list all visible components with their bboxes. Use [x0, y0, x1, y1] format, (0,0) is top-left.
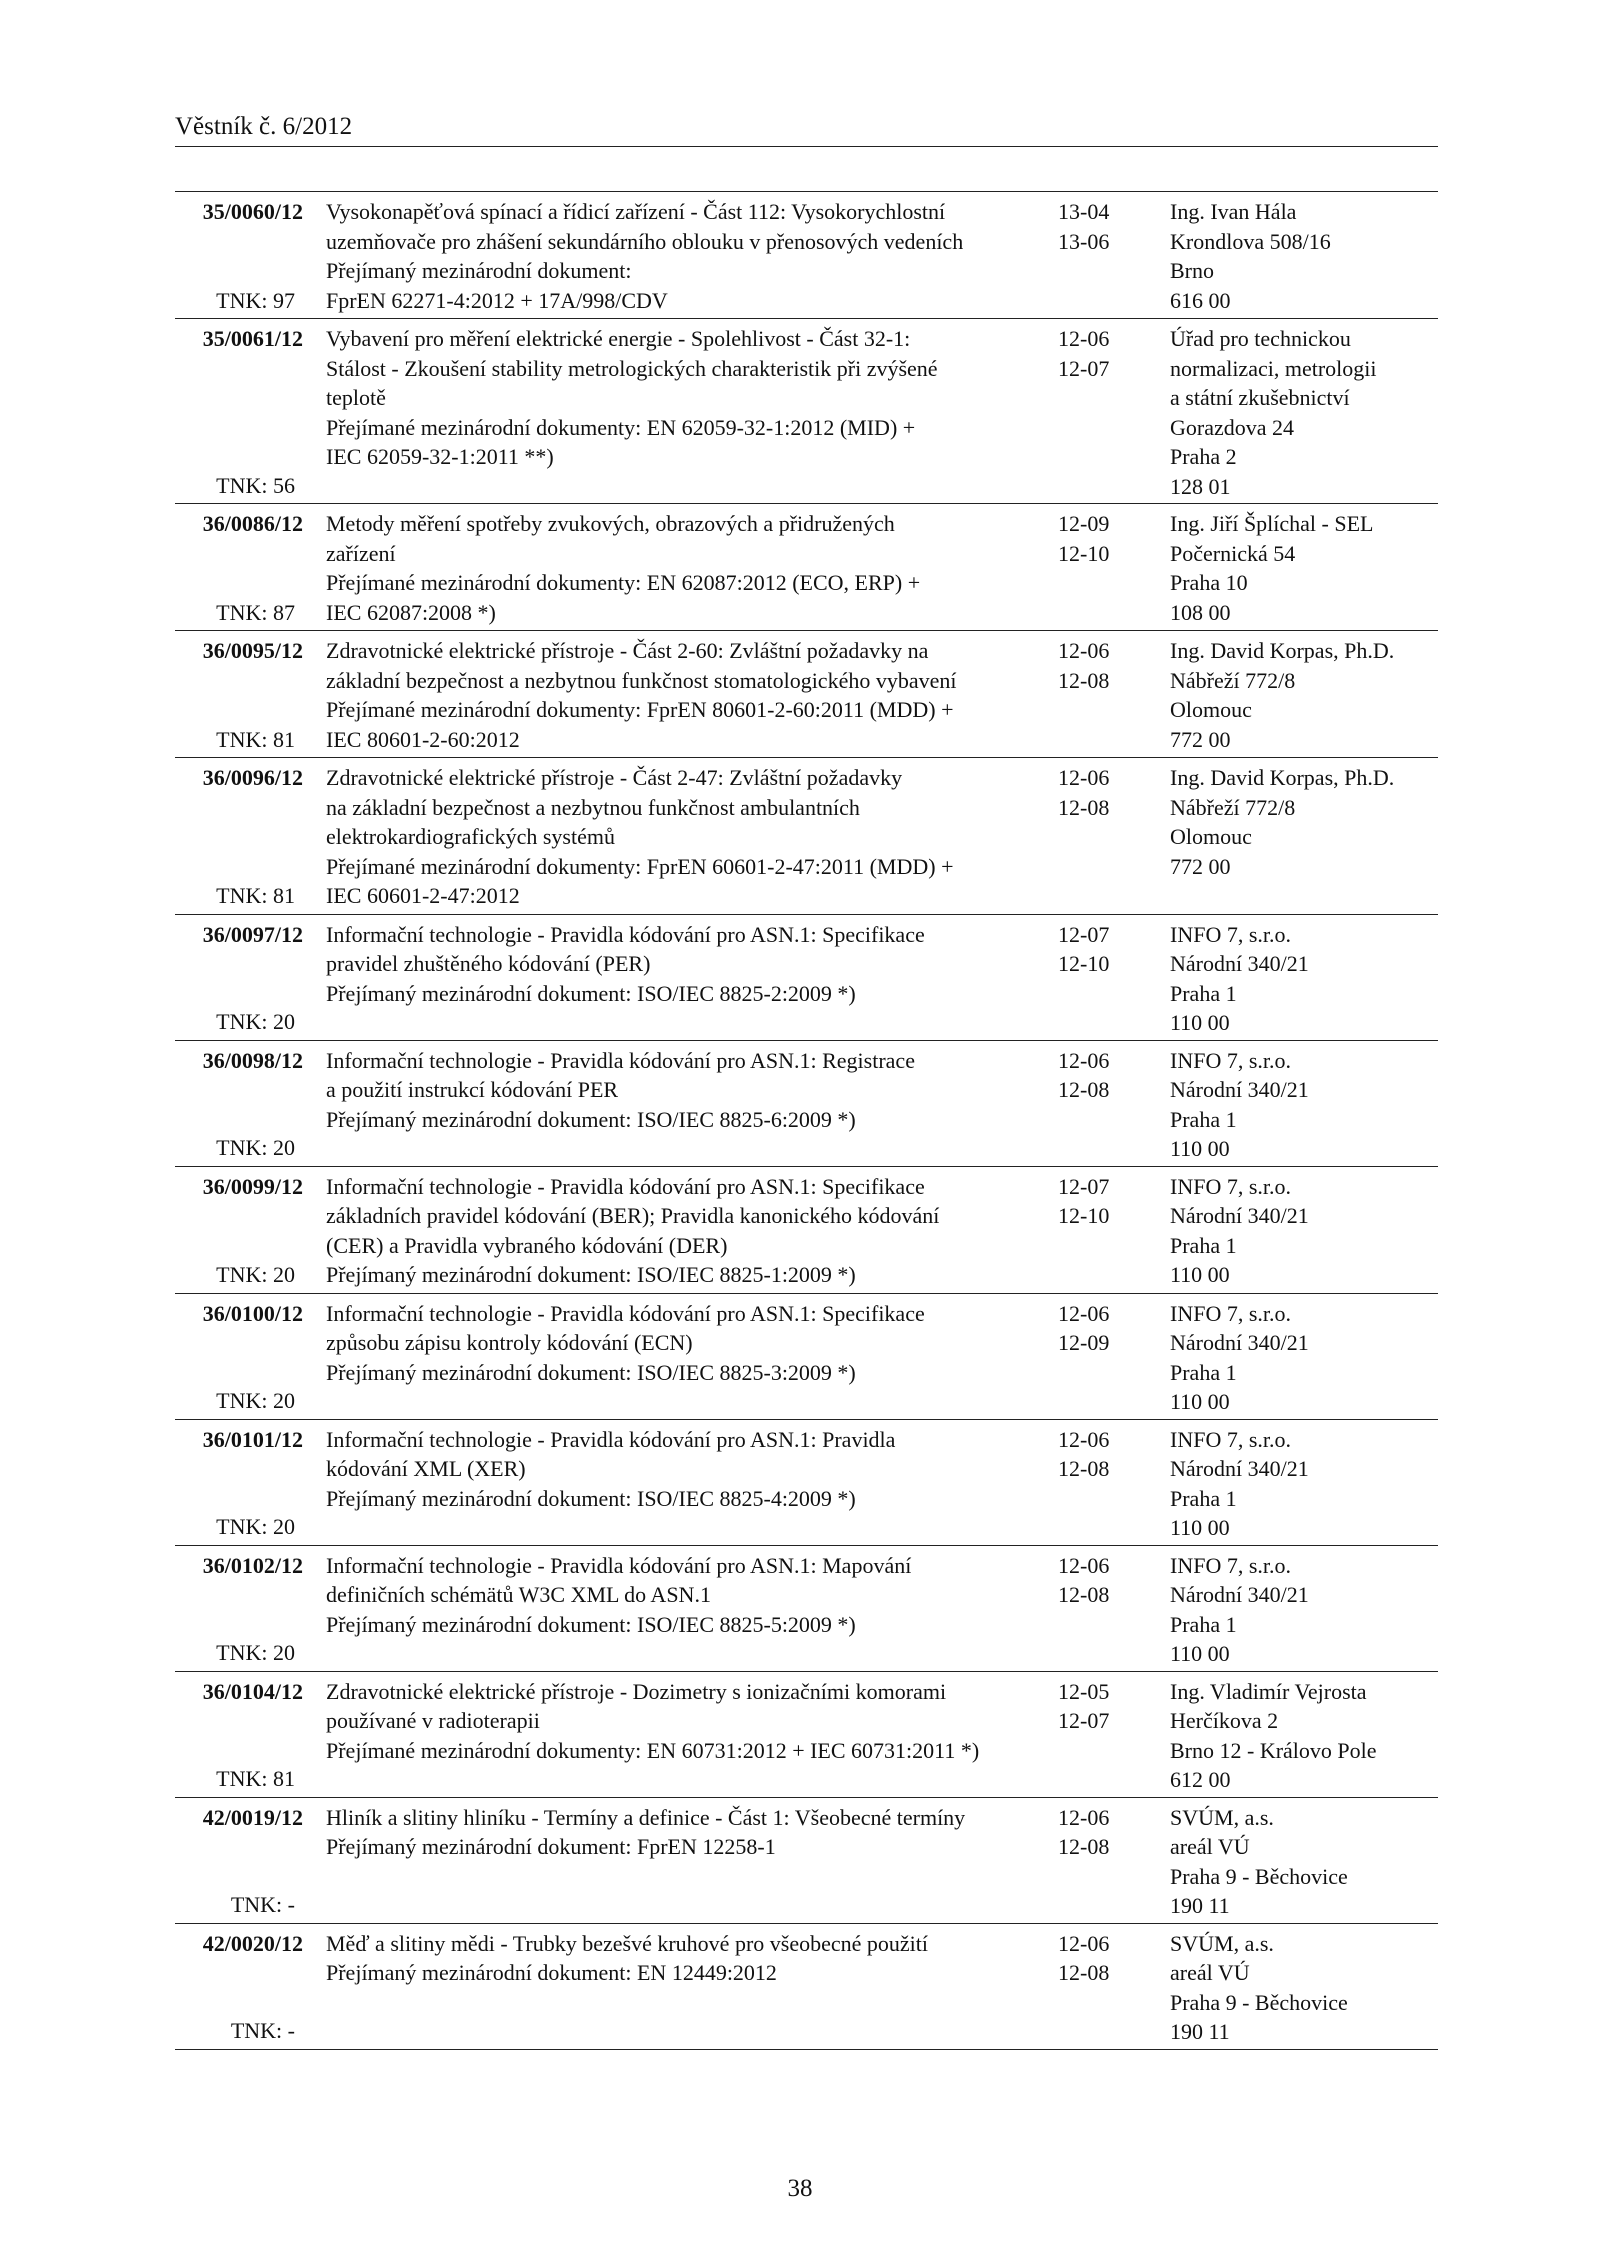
entry-row [175, 1798, 1438, 1924]
contact-line: Ing. Jiří Šplíchal - SEL [1170, 511, 1374, 536]
entry-tnk: TNK: 81 [216, 883, 295, 908]
entry-contact [1170, 1803, 1438, 1921]
contact-line: INFO 7, s.r.o. [1170, 1552, 1292, 1578]
date-value: 12-06 [1058, 1552, 1110, 1578]
entry-row [175, 504, 1438, 631]
entries-table [175, 191, 1438, 2050]
contact-line: Počernická 54 [1170, 540, 1296, 566]
description-line: Přejímaný mezinárodní dokument: ISO/IEC 8825-5:2009 *) [326, 1611, 856, 1637]
entry-contact [1170, 1677, 1438, 1795]
entry-tnk: TNK: 20 [216, 1514, 295, 1539]
date-value: 12-10 [1058, 540, 1110, 566]
entry-row [175, 1294, 1438, 1420]
date-value: 12-09 [1058, 511, 1110, 536]
page-header: Věstník č. 6/2012 [175, 113, 353, 140]
entry-row [175, 631, 1438, 758]
entry-id-column [175, 1677, 303, 1794]
entry-id-column [175, 1551, 303, 1668]
contact-line: Praha 1 [1170, 1106, 1237, 1132]
contact-line: Nábřeží 772/8 [1170, 667, 1296, 693]
contact-line: Praha 1 [1170, 1232, 1237, 1258]
description-line: Přejímaný mezinárodní dokument: ISO/IEC 8825-1:2009 *) [326, 1262, 856, 1287]
description-line: Informační technologie - Pravidla kódování pro ASN.1: Mapování [326, 1552, 912, 1578]
date-value: 13-04 [1058, 199, 1110, 224]
description-line: Přejímaný mezinárodní dokument: ISO/IEC 8825-2:2009 *) [326, 980, 856, 1006]
contact-line: areál VÚ [1170, 1960, 1250, 1985]
entry-code: 36/0097/12 [202, 921, 303, 947]
entry-dates [1058, 509, 1158, 568]
date-value: 12-07 [1058, 355, 1110, 381]
contact-line: Olomouc [1170, 697, 1252, 722]
entry-code: 36/0100/12 [202, 1300, 303, 1326]
entry-row [175, 1546, 1438, 1672]
contact-line: Praha 10 [1170, 570, 1248, 595]
entry-code: 35/0060/12 [202, 199, 303, 224]
entry-id-column [175, 1046, 303, 1163]
date-value: 12-10 [1058, 951, 1110, 976]
contact-line: Gorazdova 24 [1170, 414, 1295, 440]
date-value: 12-06 [1058, 1426, 1110, 1452]
description-line: kódování XML (XER) [326, 1456, 526, 1481]
contact-line: Ing. Ivan Hála [1170, 199, 1297, 224]
entry-dates [1058, 1425, 1158, 1484]
description-line: elektrokardiografických systémů [326, 824, 615, 849]
entry-code: 36/0101/12 [202, 1426, 303, 1452]
entry-contact [1170, 920, 1438, 1038]
contact-line: 190 11 [1170, 1893, 1230, 1918]
description-line: způsobu zápisu kontroly kódování (ECN) [326, 1330, 693, 1355]
description-line: Přejímaný mezinárodní dokument: ISO/IEC 8825-3:2009 *) [326, 1359, 856, 1385]
date-value: 12-08 [1058, 1077, 1110, 1102]
date-value: 12-06 [1058, 1300, 1110, 1326]
description-line: Zdravotnické elektrické přístroje - Část 2-60: Zvláštní požadavky na [326, 638, 929, 663]
contact-line: Národní 340/21 [1170, 1077, 1309, 1102]
entry-row [175, 319, 1438, 504]
entry-code: 36/0099/12 [202, 1173, 303, 1199]
contact-line: Praha 1 [1170, 980, 1237, 1006]
contact-line: Praha 1 [1170, 1359, 1237, 1385]
description-line: Přejímaný mezinárodní dokument: FprEN 12258-1 [326, 1834, 776, 1859]
entry-contact [1170, 1929, 1438, 2047]
date-value: 12-10 [1058, 1203, 1110, 1228]
description-line: Přejímané mezinárodní dokumenty: FprEN 60601-2-47:2011 (MDD) + [326, 853, 954, 879]
date-value: 12-07 [1058, 1708, 1110, 1733]
entry-tnk: TNK: 20 [216, 1640, 295, 1665]
contact-line: 110 00 [1170, 1136, 1230, 1161]
entry-row [175, 1420, 1438, 1546]
description-line: Přejímané mezinárodní dokumenty: EN 60731:2012 + IEC 60731:2011 *) [326, 1737, 980, 1763]
entry-code: 36/0102/12 [202, 1552, 303, 1578]
description-line: IEC 60601-2-47:2012 [326, 883, 520, 908]
date-value: 12-06 [1058, 1047, 1110, 1073]
date-value: 12-06 [1058, 326, 1110, 351]
description-line: používané v radioterapii [326, 1708, 540, 1733]
date-value: 12-08 [1058, 1960, 1110, 1985]
contact-line: Brno 12 - Královo Pole [1170, 1737, 1377, 1763]
entry-contact [1170, 1299, 1438, 1417]
entry-contact [1170, 1425, 1438, 1543]
entry-code: 36/0104/12 [202, 1678, 303, 1704]
entry-tnk: TNK: 81 [216, 726, 295, 752]
date-value: 12-06 [1058, 765, 1110, 790]
entry-code: 36/0095/12 [202, 638, 303, 663]
entry-dates [1058, 1299, 1158, 1358]
description-line: na základní bezpečnost a nezbytnou funkčnost ambulantních [326, 794, 860, 820]
contact-line: 110 00 [1170, 1262, 1230, 1287]
entry-contact [1170, 197, 1438, 315]
entry-id-column [175, 1172, 303, 1290]
contact-line: SVÚM, a.s. [1170, 1930, 1274, 1956]
contact-line: Brno [1170, 258, 1214, 283]
contact-line: Praha 1 [1170, 1485, 1237, 1511]
description-line: základních pravidel kódování (BER); Pravidla kanonického kódování [326, 1203, 940, 1228]
entry-code: 36/0096/12 [202, 765, 303, 790]
contact-line: Ing. Vladimír Vejrosta [1170, 1678, 1367, 1704]
entry-id-column [175, 1929, 303, 2046]
contact-line: Nábřeží 772/8 [1170, 794, 1296, 820]
description-line: Vybavení pro měření elektrické energie - Spolehlivost - Část 32-1: [326, 326, 911, 351]
description-line: a použití instrukcí kódování PER [326, 1077, 619, 1102]
description-line: Informační technologie - Pravidla kódování pro ASN.1: Specifikace [326, 1300, 925, 1326]
entry-id-column [175, 197, 303, 315]
entry-dates [1058, 920, 1158, 979]
entry-tnk: TNK: - [230, 2018, 295, 2043]
description-line: (CER) a Pravidla vybraného kódování (DER) [326, 1232, 728, 1258]
entry-row [175, 1041, 1438, 1167]
entry-tnk: TNK: 20 [216, 1388, 295, 1413]
entry-id-column [175, 1803, 303, 1920]
contact-line: a státní zkušebnictví [1170, 385, 1350, 410]
description-line: FprEN 62271-4:2012 + 17A/998/CDV [326, 287, 668, 313]
entry-dates [1058, 324, 1158, 383]
contact-line: INFO 7, s.r.o. [1170, 1426, 1292, 1452]
entry-row [175, 1167, 1438, 1294]
entry-dates [1058, 763, 1158, 822]
description-line: Přejímané mezinárodní dokumenty: FprEN 80601-2-60:2011 (MDD) + [326, 697, 954, 722]
entry-dates [1058, 1551, 1158, 1610]
date-value: 13-06 [1058, 228, 1110, 254]
description-line: Informační technologie - Pravidla kódování pro ASN.1: Pravidla [326, 1426, 896, 1452]
description-line: Informační technologie - Pravidla kódování pro ASN.1: Specifikace [326, 921, 925, 947]
date-value: 12-08 [1058, 667, 1110, 693]
description-line: Zdravotnické elektrické přístroje - Část 2-47: Zvláštní požadavky [326, 765, 903, 790]
contact-line: Praha 2 [1170, 444, 1237, 469]
contact-line: Národní 340/21 [1170, 951, 1309, 976]
description-line: IEC 62087:2008 *) [326, 599, 496, 625]
entry-contact [1170, 636, 1438, 754]
date-value: 12-07 [1058, 1173, 1110, 1199]
contact-line: 110 00 [1170, 1641, 1230, 1666]
entry-tnk: TNK: 20 [216, 1135, 295, 1160]
entry-code: 35/0061/12 [202, 326, 303, 351]
description-line: Stálost - Zkoušení stability metrologických charakteristik při zvýšené [326, 355, 938, 381]
description-line: Měď a slitiny mědi - Trubky bezešvé kruhové pro všeobecné použití [326, 1930, 928, 1956]
contact-line: 772 00 [1170, 726, 1231, 752]
entry-id-column [175, 509, 303, 627]
entry-dates [1058, 1172, 1158, 1231]
entry-tnk: TNK: 20 [216, 1262, 295, 1287]
description-line: Zdravotnické elektrické přístroje - Dozimetry s ionizačními komorami [326, 1678, 947, 1704]
entry-dates [1058, 1046, 1158, 1105]
header-rule [175, 146, 1438, 147]
entry-contact [1170, 1046, 1438, 1164]
description-line: Přejímaný mezinárodní dokument: ISO/IEC 8825-4:2009 *) [326, 1485, 856, 1511]
description-line: Informační technologie - Pravidla kódování pro ASN.1: Registrace [326, 1047, 915, 1073]
contact-line: 110 00 [1170, 1515, 1230, 1540]
date-value: 12-08 [1058, 794, 1110, 820]
entry-id-column [175, 920, 303, 1037]
entry-row [175, 192, 1438, 319]
entry-contact [1170, 1172, 1438, 1290]
description-line: Přejímaný mezinárodní dokument: EN 12449:2012 [326, 1960, 777, 1985]
description-line: Vysokonapěťová spínací a řídicí zařízení - Část 112: Vysokorychlostní [326, 199, 946, 224]
contact-line: Praha 9 - Běchovice [1170, 1863, 1348, 1889]
date-value: 12-08 [1058, 1582, 1110, 1607]
entry-dates [1058, 197, 1158, 256]
entry-contact [1170, 763, 1438, 881]
contact-line: 110 00 [1170, 1010, 1230, 1035]
entry-id-column [175, 1425, 303, 1542]
description-line: Hliník a slitiny hliníku - Termíny a definice - Část 1: Všeobecné termíny [326, 1804, 966, 1830]
contact-line: Praha 1 [1170, 1611, 1237, 1637]
entry-code: 42/0019/12 [202, 1804, 303, 1830]
contact-line: INFO 7, s.r.o. [1170, 1173, 1292, 1199]
description-line: Přejímané mezinárodní dokumenty: EN 62087:2012 (ECO, ERP) + [326, 570, 921, 595]
description-line: definičních schémätů W3C XML do ASN.1 [326, 1582, 711, 1607]
contact-line: Národní 340/21 [1170, 1330, 1309, 1355]
contact-line: areál VÚ [1170, 1834, 1250, 1859]
entry-contact [1170, 324, 1438, 501]
contact-line: INFO 7, s.r.o. [1170, 1047, 1292, 1073]
description-line: pravidel zhuštěného kódování (PER) [326, 951, 651, 976]
entry-id-column [175, 1299, 303, 1416]
entry-tnk: TNK: 56 [216, 472, 295, 498]
date-value: 12-05 [1058, 1678, 1110, 1704]
entry-dates [1058, 1677, 1158, 1736]
description-line: IEC 62059-32-1:2011 **) [326, 444, 554, 469]
description-line: Přejímaný mezinárodní dokument: ISO/IEC 8825-6:2009 *) [326, 1106, 856, 1132]
description-line: Přejímané mezinárodní dokumenty: EN 62059-32-1:2012 (MID) + [326, 414, 916, 440]
contact-line: Národní 340/21 [1170, 1203, 1309, 1228]
contact-line: Praha 9 - Běchovice [1170, 1989, 1348, 2015]
contact-line: 772 00 [1170, 853, 1231, 879]
entry-tnk: TNK: - [230, 1892, 295, 1917]
contact-line: INFO 7, s.r.o. [1170, 1300, 1292, 1326]
entry-contact [1170, 509, 1438, 627]
contact-line: Ing. David Korpas, Ph.D. [1170, 765, 1395, 790]
contact-line: Úřad pro technickou [1170, 326, 1351, 351]
entry-id-column [175, 324, 303, 500]
description-line: IEC 80601-2-60:2012 [326, 726, 520, 752]
contact-line: 190 11 [1170, 2019, 1230, 2044]
page-number: 38 [787, 2175, 813, 2202]
contact-line: Herčíkova 2 [1170, 1708, 1279, 1733]
entry-dates [1058, 636, 1158, 695]
description-line: zařízení [326, 540, 396, 566]
date-value: 12-06 [1058, 638, 1110, 663]
date-value: 12-06 [1058, 1804, 1110, 1830]
date-value: 12-09 [1058, 1330, 1110, 1355]
description-line: uzemňovače pro zhášení sekundárního oblouku v přenosových vedeních [326, 228, 964, 254]
entry-tnk: TNK: 81 [216, 1766, 295, 1791]
entry-dates [1058, 1803, 1158, 1862]
contact-line: normalizaci, metrologii [1170, 355, 1377, 381]
date-value: 12-06 [1058, 1930, 1110, 1956]
entry-tnk: TNK: 87 [216, 599, 295, 625]
entry-id-column [175, 763, 303, 911]
entry-row [175, 1924, 1438, 2050]
entry-row [175, 915, 1438, 1041]
contact-line: Olomouc [1170, 824, 1252, 849]
date-value: 12-08 [1058, 1456, 1110, 1481]
entry-code: 42/0020/12 [202, 1930, 303, 1956]
description-line: Informační technologie - Pravidla kódování pro ASN.1: Specifikace [326, 1173, 925, 1199]
entry-id-column [175, 636, 303, 754]
contact-line: 128 01 [1170, 473, 1231, 499]
contact-line: Národní 340/21 [1170, 1582, 1309, 1607]
contact-line: 612 00 [1170, 1767, 1231, 1792]
contact-line: 616 00 [1170, 287, 1231, 313]
contact-line: Národní 340/21 [1170, 1456, 1309, 1481]
description-line: základní bezpečnost a nezbytnou funkčnost stomatologického vybavení [326, 667, 957, 693]
contact-line: Ing. David Korpas, Ph.D. [1170, 638, 1395, 663]
date-value: 12-07 [1058, 921, 1110, 947]
entry-tnk: TNK: 20 [216, 1009, 295, 1034]
contact-line: 110 00 [1170, 1389, 1230, 1414]
entry-contact [1170, 1551, 1438, 1669]
entry-code: 36/0086/12 [202, 511, 303, 536]
description-line: Přejímaný mezinárodní dokument: [326, 258, 632, 283]
entry-row [175, 1672, 1438, 1798]
contact-line: SVÚM, a.s. [1170, 1804, 1274, 1830]
date-value: 12-08 [1058, 1834, 1110, 1859]
contact-line: INFO 7, s.r.o. [1170, 921, 1292, 947]
contact-line: 108 00 [1170, 599, 1231, 625]
entry-dates [1058, 1929, 1158, 1988]
description-line: Metody měření spotřeby zvukových, obrazových a přidružených [326, 511, 895, 536]
entry-tnk: TNK: 97 [216, 287, 295, 313]
entry-row [175, 758, 1438, 915]
contact-line: Krondlova 508/16 [1170, 228, 1331, 254]
description-line: teplotě [326, 385, 386, 410]
entry-code: 36/0098/12 [202, 1047, 303, 1073]
